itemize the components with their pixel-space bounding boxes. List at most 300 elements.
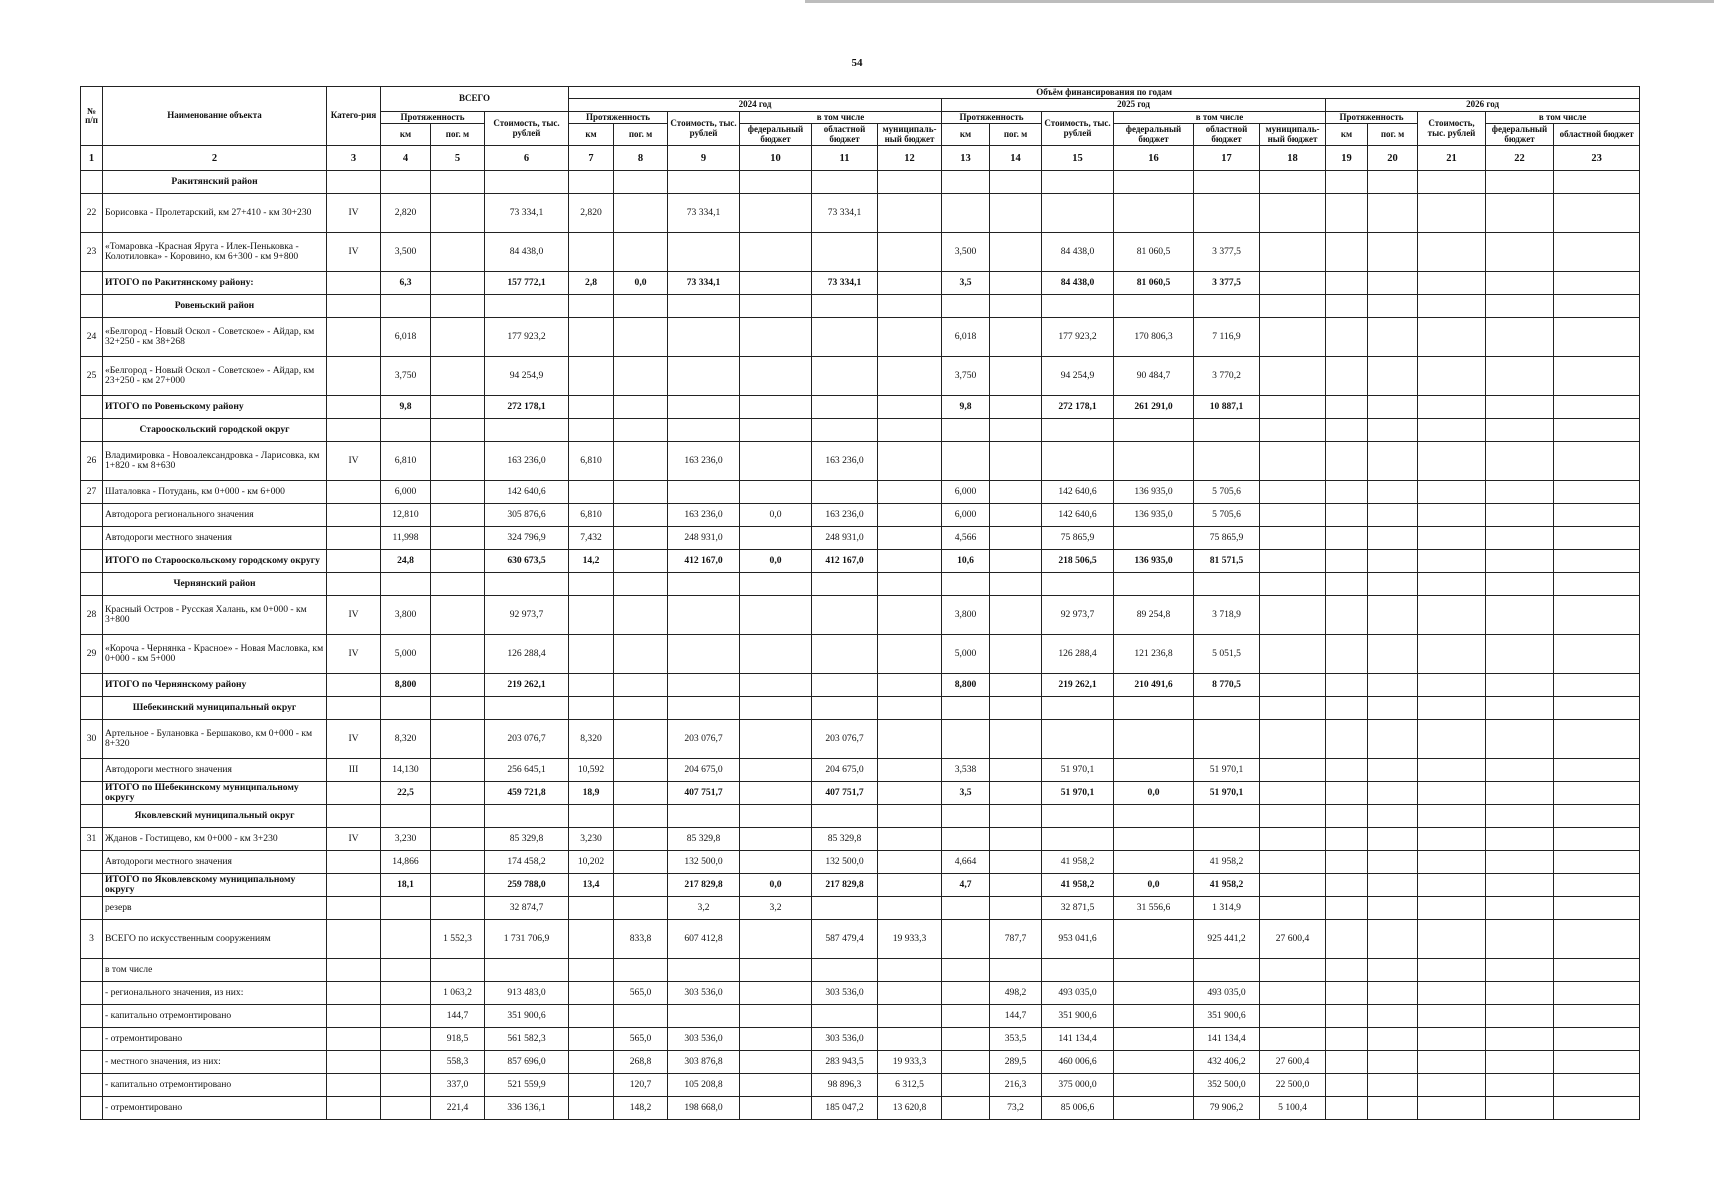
value-cell: 10,202 <box>569 851 614 874</box>
value-cell <box>740 527 812 550</box>
value-cell: 19 933,3 <box>878 1051 942 1074</box>
value-cell: 18,9 <box>569 782 614 805</box>
value-cell <box>485 805 569 828</box>
header-2024-length: Протяженность <box>569 111 668 123</box>
object-name: Ракитянский район <box>103 171 327 194</box>
value-cell: 6,000 <box>381 481 431 504</box>
header-year-2026: 2026 год <box>1326 99 1640 111</box>
table-row <box>81 357 1640 396</box>
value-cell <box>1114 419 1194 442</box>
value-cell: 337,0 <box>431 1074 485 1097</box>
row-number: 29 <box>81 635 103 674</box>
value-cell: 98 896,3 <box>812 1074 878 1097</box>
value-cell <box>668 674 740 697</box>
value-cell <box>1260 828 1326 851</box>
value-cell: 558,3 <box>431 1051 485 1074</box>
row-number <box>81 1028 103 1051</box>
header-2024-regional: областной бюджет <box>812 124 878 146</box>
header-total-cost: Стоимость, тыс. рублей <box>485 111 569 145</box>
value-cell <box>942 1051 990 1074</box>
row-number <box>81 396 103 419</box>
value-cell <box>1554 504 1640 527</box>
table-row <box>81 759 1640 782</box>
value-cell <box>569 1005 614 1028</box>
value-cell <box>878 851 942 874</box>
value-cell: 3,230 <box>381 828 431 851</box>
category-cell <box>327 272 381 295</box>
value-cell <box>1486 1074 1554 1097</box>
value-cell: 5,000 <box>381 635 431 674</box>
value-cell: 256 645,1 <box>485 759 569 782</box>
value-cell <box>990 573 1042 596</box>
value-cell <box>990 828 1042 851</box>
value-cell <box>1260 851 1326 874</box>
header-2025-cost: Стоимость, тыс. рублей <box>1042 111 1114 145</box>
value-cell <box>569 419 614 442</box>
value-cell: 198 668,0 <box>668 1097 740 1120</box>
value-cell <box>431 295 485 318</box>
value-cell <box>878 504 942 527</box>
value-cell: 141 134,4 <box>1042 1028 1114 1051</box>
value-cell <box>740 851 812 874</box>
value-cell <box>614 318 668 357</box>
value-cell <box>1554 396 1640 419</box>
value-cell <box>1368 697 1418 720</box>
table-row <box>81 982 1640 1005</box>
value-cell <box>1486 396 1554 419</box>
value-cell: 3,2 <box>740 897 812 920</box>
value-cell: 0,0 <box>740 550 812 573</box>
value-cell: 0,0 <box>614 272 668 295</box>
category-cell <box>327 1051 381 1074</box>
value-cell <box>1326 318 1368 357</box>
value-cell <box>1260 697 1326 720</box>
object-name: ИТОГО по Чернянскому району <box>103 674 327 697</box>
value-cell <box>569 233 614 272</box>
row-number: 31 <box>81 828 103 851</box>
value-cell <box>1554 897 1640 920</box>
value-cell <box>668 697 740 720</box>
value-cell: 19 933,3 <box>878 920 942 959</box>
header-2024-cost: Стоимость, тыс. рублей <box>668 111 740 145</box>
value-cell: 5 705,6 <box>1194 481 1260 504</box>
value-cell <box>1042 805 1114 828</box>
value-cell: 177 923,2 <box>1042 318 1114 357</box>
value-cell <box>990 318 1042 357</box>
value-cell: 203 076,7 <box>812 720 878 759</box>
value-cell <box>1554 782 1640 805</box>
value-cell <box>942 697 990 720</box>
value-cell <box>1554 171 1640 194</box>
financing-table <box>80 86 1640 1120</box>
value-cell: 460 006,6 <box>1042 1051 1114 1074</box>
value-cell <box>614 573 668 596</box>
value-cell: 3,500 <box>381 233 431 272</box>
value-cell: 185 047,2 <box>812 1097 878 1120</box>
value-cell <box>614 782 668 805</box>
value-cell <box>1486 1051 1554 1074</box>
value-cell <box>1368 959 1418 982</box>
value-cell <box>878 874 942 897</box>
value-cell: 157 772,1 <box>485 272 569 295</box>
category-cell <box>327 959 381 982</box>
value-cell <box>1114 851 1194 874</box>
value-cell <box>740 194 812 233</box>
value-cell <box>1326 1051 1368 1074</box>
value-cell: 3 377,5 <box>1194 233 1260 272</box>
value-cell: 141 134,4 <box>1194 1028 1260 1051</box>
value-cell: 90 484,7 <box>1114 357 1194 396</box>
value-cell <box>1486 805 1554 828</box>
value-cell <box>1368 1005 1418 1028</box>
row-number <box>81 1051 103 1074</box>
value-cell <box>1114 1005 1194 1028</box>
value-cell: 3,5 <box>942 782 990 805</box>
value-cell: 210 491,6 <box>1114 674 1194 697</box>
value-cell <box>1260 959 1326 982</box>
value-cell: 1 314,9 <box>1194 897 1260 920</box>
header-2026-km: км <box>1326 124 1368 146</box>
value-cell <box>1114 171 1194 194</box>
value-cell <box>740 1097 812 1120</box>
value-cell <box>1418 504 1486 527</box>
value-cell: 132 500,0 <box>812 851 878 874</box>
value-cell <box>485 419 569 442</box>
value-cell <box>668 233 740 272</box>
value-cell <box>1326 635 1368 674</box>
value-cell <box>614 504 668 527</box>
value-cell <box>878 1028 942 1051</box>
value-cell <box>1368 782 1418 805</box>
value-cell <box>668 318 740 357</box>
value-cell: 268,8 <box>614 1051 668 1074</box>
value-cell <box>1418 481 1486 504</box>
value-cell: 8 770,5 <box>1194 674 1260 697</box>
value-cell <box>1418 782 1486 805</box>
header-total-pogm: пог. м <box>431 124 485 146</box>
value-cell <box>1326 194 1368 233</box>
object-name: «Белгород - Новый Оскол - Советское» - Айдар, км 23+250 - км 27+000 <box>103 357 327 396</box>
row-number: 23 <box>81 233 103 272</box>
column-number: 18 <box>1260 146 1326 171</box>
value-cell <box>381 897 431 920</box>
value-cell: 412 167,0 <box>668 550 740 573</box>
value-cell <box>381 171 431 194</box>
value-cell <box>1260 1005 1326 1028</box>
category-cell <box>327 504 381 527</box>
value-cell: 177 923,2 <box>485 318 569 357</box>
value-cell: 833,8 <box>614 920 668 959</box>
value-cell <box>1326 419 1368 442</box>
value-cell <box>1114 959 1194 982</box>
value-cell <box>1326 357 1368 396</box>
value-cell <box>1368 419 1418 442</box>
category-cell <box>327 1028 381 1051</box>
object-name: ИТОГО по Яковлевскому муниципальному округу <box>103 874 327 897</box>
value-cell <box>431 442 485 481</box>
value-cell <box>942 959 990 982</box>
value-cell: 14,866 <box>381 851 431 874</box>
value-cell <box>990 720 1042 759</box>
value-cell: 79 906,2 <box>1194 1097 1260 1120</box>
row-number <box>81 527 103 550</box>
value-cell: 73 334,1 <box>812 272 878 295</box>
total-row <box>81 874 1640 897</box>
value-cell <box>381 1097 431 1120</box>
value-cell: 22,5 <box>381 782 431 805</box>
value-cell <box>1554 442 1640 481</box>
value-cell <box>812 171 878 194</box>
value-cell <box>431 396 485 419</box>
value-cell: 2,820 <box>569 194 614 233</box>
value-cell <box>569 1051 614 1074</box>
value-cell: 142 640,6 <box>1042 504 1114 527</box>
value-cell <box>990 171 1042 194</box>
value-cell: 5 100,4 <box>1260 1097 1326 1120</box>
object-name: - местного значения, из них: <box>103 1051 327 1074</box>
value-cell: 217 829,8 <box>812 874 878 897</box>
value-cell: 303 536,0 <box>812 1028 878 1051</box>
value-cell <box>1194 720 1260 759</box>
value-cell: 6 312,5 <box>878 1074 942 1097</box>
value-cell <box>878 1005 942 1028</box>
value-cell <box>1326 396 1368 419</box>
column-number: 10 <box>740 146 812 171</box>
value-cell <box>1486 419 1554 442</box>
total-row <box>81 550 1640 573</box>
value-cell: 32 874,7 <box>485 897 569 920</box>
value-cell <box>1042 828 1114 851</box>
value-cell: 203 076,7 <box>668 720 740 759</box>
value-cell: 75 865,9 <box>1042 527 1114 550</box>
value-cell <box>1486 272 1554 295</box>
value-cell: 375 000,0 <box>1042 1074 1114 1097</box>
value-cell: 51 970,1 <box>1194 759 1260 782</box>
value-cell <box>740 828 812 851</box>
value-cell: 84 438,0 <box>1042 233 1114 272</box>
value-cell: 163 236,0 <box>812 442 878 481</box>
value-cell <box>1418 635 1486 674</box>
value-cell <box>431 874 485 897</box>
value-cell <box>1554 272 1640 295</box>
value-cell <box>431 233 485 272</box>
value-cell <box>381 1005 431 1028</box>
value-cell <box>740 171 812 194</box>
value-cell: 1 063,2 <box>431 982 485 1005</box>
value-cell <box>569 920 614 959</box>
value-cell: 13,4 <box>569 874 614 897</box>
value-cell: 259 788,0 <box>485 874 569 897</box>
value-cell: 204 675,0 <box>812 759 878 782</box>
value-cell <box>1326 759 1368 782</box>
value-cell <box>1418 1097 1486 1120</box>
value-cell: 73 334,1 <box>668 272 740 295</box>
value-cell <box>1260 573 1326 596</box>
value-cell: 787,7 <box>990 920 1042 959</box>
value-cell <box>431 357 485 396</box>
value-cell <box>614 874 668 897</box>
value-cell: 144,7 <box>990 1005 1042 1028</box>
row-number: 24 <box>81 318 103 357</box>
value-cell: 217 829,8 <box>668 874 740 897</box>
value-cell <box>431 851 485 874</box>
value-cell <box>381 419 431 442</box>
value-cell: 10 887,1 <box>1194 396 1260 419</box>
value-cell: 8,800 <box>381 674 431 697</box>
value-cell <box>1418 897 1486 920</box>
value-cell <box>740 481 812 504</box>
value-cell <box>1260 674 1326 697</box>
value-cell <box>878 982 942 1005</box>
value-cell <box>878 720 942 759</box>
value-cell <box>1114 920 1194 959</box>
value-cell: 913 483,0 <box>485 982 569 1005</box>
value-cell <box>1554 982 1640 1005</box>
value-cell <box>1368 805 1418 828</box>
value-cell: 81 060,5 <box>1114 272 1194 295</box>
value-cell: 303 536,0 <box>668 1028 740 1051</box>
value-cell: 3,230 <box>569 828 614 851</box>
table-body <box>81 171 1640 1120</box>
value-cell <box>614 759 668 782</box>
value-cell <box>1326 697 1368 720</box>
value-cell: 120,7 <box>614 1074 668 1097</box>
object-name: ИТОГО по Шебекинскому муниципальному округу <box>103 782 327 805</box>
table-row <box>81 481 1640 504</box>
value-cell <box>668 357 740 396</box>
value-cell <box>1418 318 1486 357</box>
section-row <box>81 697 1640 720</box>
value-cell <box>878 897 942 920</box>
column-number: 5 <box>431 146 485 171</box>
value-cell <box>878 573 942 596</box>
table-row <box>81 828 1640 851</box>
header-2025-pogm: пог. м <box>990 124 1042 146</box>
value-cell <box>1554 573 1640 596</box>
value-cell <box>1418 233 1486 272</box>
value-cell: 136 935,0 <box>1114 481 1194 504</box>
row-number <box>81 674 103 697</box>
value-cell: 89 254,8 <box>1114 596 1194 635</box>
value-cell <box>740 720 812 759</box>
value-cell <box>990 874 1042 897</box>
table-row <box>81 720 1640 759</box>
header-2024-km: км <box>569 124 614 146</box>
category-cell <box>327 419 381 442</box>
value-cell: 14,130 <box>381 759 431 782</box>
category-cell <box>327 1074 381 1097</box>
value-cell <box>614 674 668 697</box>
value-cell: 3,2 <box>668 897 740 920</box>
value-cell: 13 620,8 <box>878 1097 942 1120</box>
row-number <box>81 805 103 828</box>
value-cell <box>381 1051 431 1074</box>
column-number: 7 <box>569 146 614 171</box>
value-cell <box>990 550 1042 573</box>
object-name: Автодороги местного значения <box>103 527 327 550</box>
value-cell: 493 035,0 <box>1042 982 1114 1005</box>
value-cell: 105 208,8 <box>668 1074 740 1097</box>
value-cell: 6,000 <box>942 504 990 527</box>
object-name: Яковлевский муниципальный округ <box>103 805 327 828</box>
header-2024-municipal: муниципаль-ный бюджет <box>878 124 942 146</box>
value-cell <box>812 419 878 442</box>
value-cell <box>431 504 485 527</box>
financing-table-wrapper <box>80 86 1634 1120</box>
value-cell <box>1260 171 1326 194</box>
value-cell: 85 329,8 <box>668 828 740 851</box>
value-cell <box>812 357 878 396</box>
value-cell: 174 458,2 <box>485 851 569 874</box>
value-cell: 324 796,9 <box>485 527 569 550</box>
object-name: Шаталовка - Потудань, км 0+000 - км 6+000 <box>103 481 327 504</box>
value-cell <box>1368 171 1418 194</box>
value-cell <box>878 697 942 720</box>
column-number: 3 <box>327 146 381 171</box>
table-row <box>81 959 1640 982</box>
value-cell: 94 254,9 <box>1042 357 1114 396</box>
page-number: 54 <box>851 57 863 69</box>
value-cell: 92 973,7 <box>485 596 569 635</box>
value-cell <box>1260 419 1326 442</box>
column-number: 4 <box>381 146 431 171</box>
value-cell <box>1326 171 1368 194</box>
value-cell <box>740 272 812 295</box>
row-number <box>81 782 103 805</box>
value-cell: 3,538 <box>942 759 990 782</box>
value-cell <box>1326 805 1368 828</box>
value-cell <box>1042 959 1114 982</box>
value-cell <box>1260 233 1326 272</box>
value-cell <box>1368 982 1418 1005</box>
value-cell: 248 931,0 <box>812 527 878 550</box>
value-cell <box>942 194 990 233</box>
value-cell <box>812 596 878 635</box>
value-cell <box>1418 573 1486 596</box>
value-cell <box>381 959 431 982</box>
value-cell: 3,5 <box>942 272 990 295</box>
value-cell: 142 640,6 <box>485 481 569 504</box>
category-cell <box>327 920 381 959</box>
row-number: 3 <box>81 920 103 959</box>
value-cell: 6,3 <box>381 272 431 295</box>
value-cell <box>1194 697 1260 720</box>
value-cell: 51 970,1 <box>1194 782 1260 805</box>
value-cell <box>1368 272 1418 295</box>
category-cell <box>327 697 381 720</box>
value-cell: 289,5 <box>990 1051 1042 1074</box>
header-financing: Объём финансирования по годам <box>569 87 1640 99</box>
value-cell <box>878 959 942 982</box>
value-cell: 261 291,0 <box>1114 396 1194 419</box>
value-cell <box>1486 1028 1554 1051</box>
object-name: ИТОГО по Ровеньскому району <box>103 396 327 419</box>
column-number: 8 <box>614 146 668 171</box>
value-cell <box>1418 982 1486 1005</box>
value-cell: 9,8 <box>381 396 431 419</box>
row-number: 30 <box>81 720 103 759</box>
value-cell <box>569 982 614 1005</box>
object-name: Владимировка - Новоалександровка - Ларисовка, км 1+820 - км 8+630 <box>103 442 327 481</box>
value-cell <box>1114 805 1194 828</box>
value-cell <box>1418 759 1486 782</box>
value-cell <box>1260 194 1326 233</box>
value-cell: 142 640,6 <box>1042 481 1114 504</box>
value-cell <box>1418 828 1486 851</box>
category-cell <box>327 318 381 357</box>
column-number: 9 <box>668 146 740 171</box>
value-cell <box>740 1005 812 1028</box>
